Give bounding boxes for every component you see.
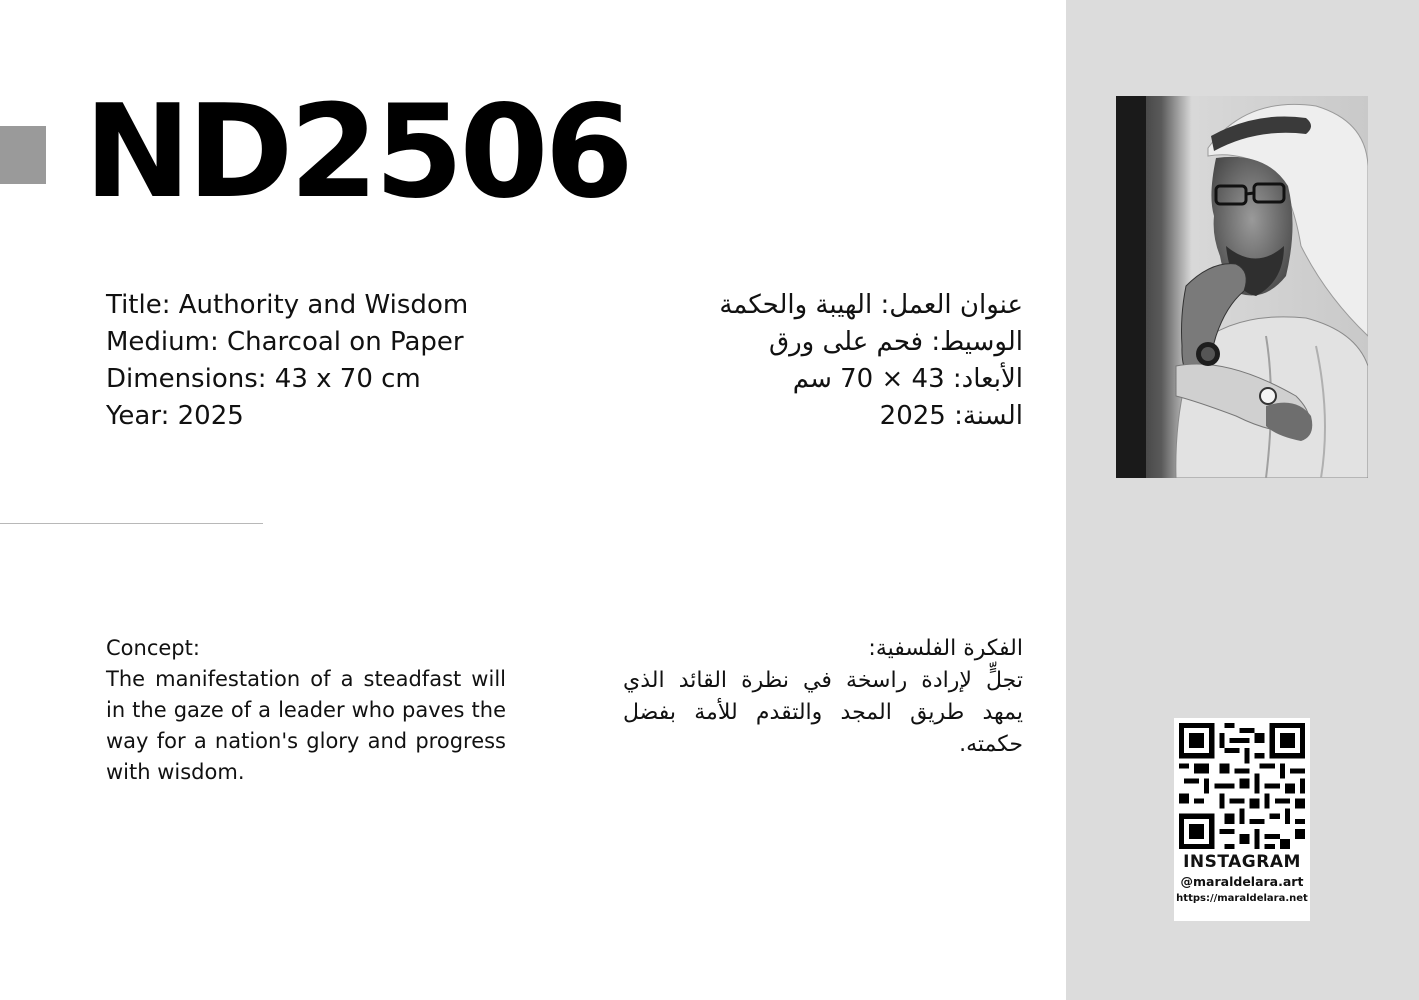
- details-english: [106, 287, 468, 435]
- details-arabic: [719, 287, 1023, 435]
- website-link[interactable]: https://maraldelara.net: [1176, 893, 1308, 904]
- charcoal-portrait-drawing: [1116, 96, 1368, 478]
- year-ar: السنة: 2025: [879, 401, 1023, 431]
- medium-en: Medium: Charcoal on Paper: [106, 327, 464, 357]
- concept-label-ar: الفكرة الفلسفية:: [868, 636, 1023, 661]
- dimensions-ar: الأبعاد: 43 × 70 سم: [792, 364, 1023, 394]
- concept-label-en: Concept:: [106, 636, 200, 660]
- instagram-label: INSTAGRAM: [1183, 852, 1301, 872]
- instagram-handle[interactable]: @maraldelara.art: [1180, 874, 1304, 889]
- title-ar: عنوان العمل: الهيبة والحكمة: [719, 290, 1023, 320]
- contact-card: [1174, 718, 1310, 921]
- concept-text-ar: تجلٍّ لإرادة راسخة في نظرة القائد الذي يمهد طريق المجد والتقدم للأمة بفضل حكمته.: [623, 668, 1023, 757]
- concept-text-en: The manifestation of a steadfast will in the gaze of a leader who paves the way for a nation's glory and progress with wisdom.: [106, 667, 506, 784]
- year-en: Year: 2025: [106, 401, 244, 431]
- dimensions-en: Dimensions: 43 x 70 cm: [106, 364, 421, 394]
- artwork-image: [1116, 96, 1368, 478]
- concept-english: [106, 633, 506, 788]
- accent-block: [0, 126, 46, 184]
- title-en: Title: Authority and Wisdom: [106, 290, 469, 320]
- section-divider: [0, 523, 263, 524]
- medium-ar: الوسيط: فحم على ورق: [768, 327, 1023, 357]
- qr-code-icon[interactable]: [1179, 723, 1305, 849]
- concept-arabic: [623, 633, 1023, 761]
- artwork-code: ND2506: [84, 78, 630, 227]
